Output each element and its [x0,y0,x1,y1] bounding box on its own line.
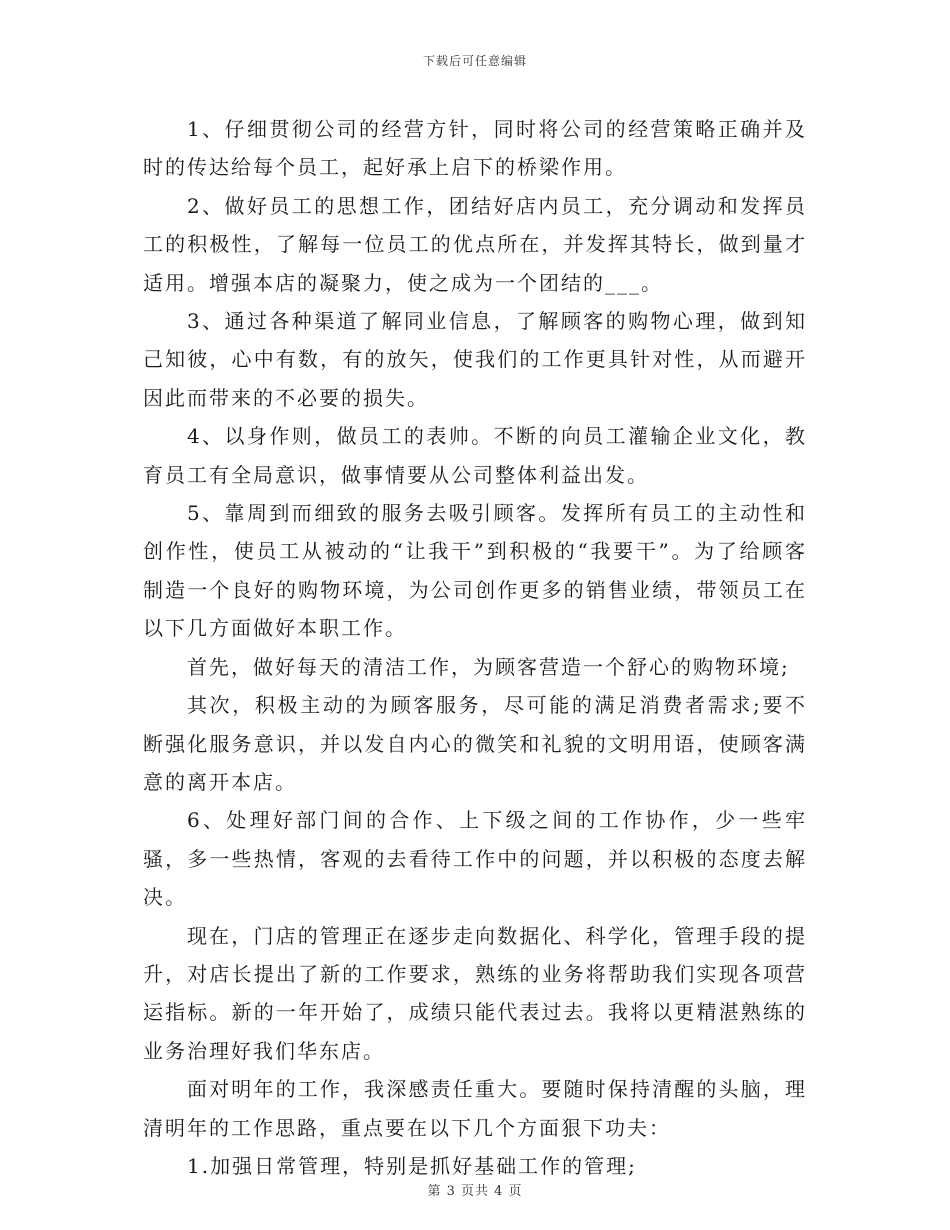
document-body [143,110,807,1185]
paragraph-current: 现在，门店的管理正在逐步走向数据化、科学化，管理手段的提升，对店长提出了新的工作要求，熟练的业务将帮助我们实现各项营运指标。新的一年开始了，成绩只能代表过去。我将以更精湛熟练的业务治理好我们华东店。 [143,923,807,1063]
page-header: 下载后可任意编辑 [422,54,527,68]
paragraph-5: 5、靠周到而细致的服务去吸引顾客。发挥所有员工的主动性和创作性，使员工从被动的“让我干”到积极的“我要干”。为了给顾客制造一个良好的购物环境，为公司创作更多的销售业绩，带领员工在以下几方面做好本职工作。 [143,501,807,641]
paragraph-1: 1、仔细贯彻公司的经营方针，同时将公司的经营策略正确并及时的传达给每个员工，起好承上启下的桥梁作用。 [143,117,807,180]
paragraph-first: 首先，做好每天的清洁工作，为顾客营造一个舒心的购物环境; [187,654,790,679]
paragraph-6: 6、处理好部门间的合作、上下级之间的工作协作，少一些牢骚，多一些热情，客观的去看待工作中的问题，并以积极的态度去解决。 [143,808,807,910]
page-footer: 第 3 页共 4 页 [427,1184,523,1199]
paragraph-second: 其次，积极主动的为顾客服务，尽可能的满足消费者需求;要不断强化服务意识，并以发自内心的微笑和礼貌的文明用语，使顾客满意的离开本店。 [143,693,807,794]
paragraph-3: 3、通过各种渠道了解同业信息，了解顾客的购物心理，做到知己知彼，心中有数，有的放矢，使我们的工作更具针对性，从而避开因此而带来的不必要的损失。 [143,309,807,410]
paragraph-4: 4、以身作则，做员工的表帅。不断的向员工灌输企业文化，教育员工有全局意识，做事情要从公司整体利益出发。 [143,424,807,487]
paragraph-next-year: 面对明年的工作，我深感责任重大。要随时保持清醒的头脑，理清明年的工作思路，重点要在以下几个方面狠下功夫： [143,1077,807,1140]
paragraph-list-1: 1.加强日常管理，特别是抓好基础工作的管理; [187,1153,637,1178]
paragraph-2: 2、做好员工的思想工作，团结好店内员工，充分调动和发挥员工的积极性，了解每一位员工的优点所在，并发挥其特长，做到量才适用。增强本店的凝聚力，使之成为一个团结的___。 [143,193,807,295]
